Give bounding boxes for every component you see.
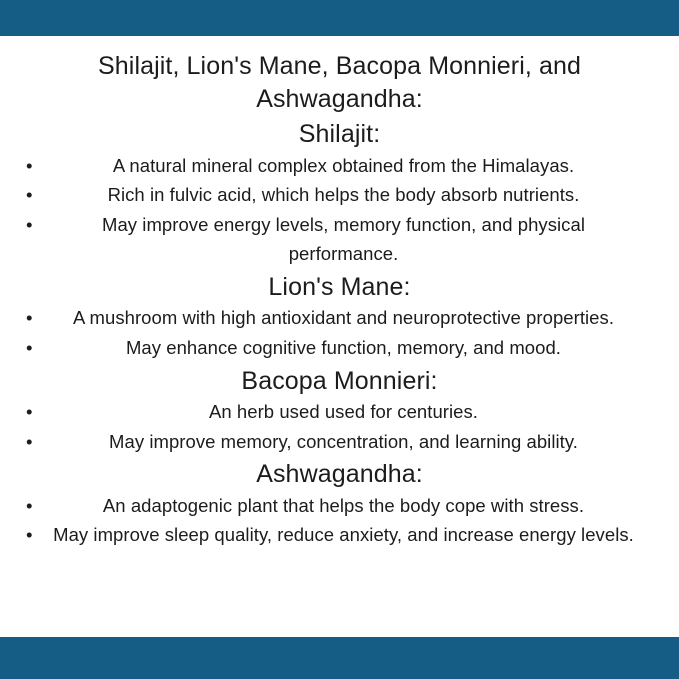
section-heading-lions-mane: Lion's Mane: <box>268 272 411 301</box>
top-accent-bar <box>0 0 679 36</box>
list-item <box>12 520 667 550</box>
list-item <box>12 180 667 210</box>
list-item-text: May enhance cognitive function, memory, and mood. <box>125 336 562 358</box>
section-heading-shilajit: Shilajit: <box>298 120 381 148</box>
page-title-line-2: Ashwagandha: <box>256 85 423 113</box>
list-item-text: A natural mineral complex obtained from the Himalayas. <box>112 154 575 176</box>
list-item-text: May improve sleep quality, reduce anxiety, and increase energy levels. <box>53 524 634 546</box>
list-item-text: An herb used used for centuries. <box>209 401 478 423</box>
bullet-list-ashwagandha <box>12 491 667 550</box>
list-item <box>12 151 667 181</box>
bullet-icon: • <box>26 494 33 516</box>
section-heading-ashwagandha: Ashwagandha: <box>256 460 423 489</box>
bullet-icon: • <box>26 401 33 423</box>
list-item <box>12 333 667 363</box>
section-heading-bacopa-monnieri: Bacopa Monnieri: <box>241 366 438 395</box>
list-item <box>12 427 667 457</box>
list-item <box>12 303 667 333</box>
bullet-list-shilajit <box>12 151 667 269</box>
list-item-text: May improve energy levels, memory function, and physical performance. <box>102 213 585 265</box>
bullet-icon: • <box>26 154 33 176</box>
list-item-text: Rich in fulvic acid, which helps the body absorb nutrients. <box>107 184 580 206</box>
bullet-icon: • <box>26 524 33 546</box>
page-title <box>12 50 667 116</box>
bullet-list-lions-mane <box>12 303 667 362</box>
bullet-icon: • <box>26 307 33 329</box>
list-item <box>12 397 667 427</box>
list-item-text: An adaptogenic plant that helps the body cope with stress. <box>102 494 585 516</box>
list-item <box>12 210 667 269</box>
bullet-icon: • <box>26 430 33 452</box>
list-item-text: May improve memory, concentration, and learning ability. <box>109 430 578 452</box>
bullet-icon: • <box>26 336 33 358</box>
bottom-accent-bar <box>0 637 679 679</box>
list-item <box>12 491 667 521</box>
bullet-icon: • <box>26 213 33 235</box>
bullet-list-bacopa-monnieri <box>12 397 667 456</box>
bullet-icon: • <box>26 184 33 206</box>
slide-content <box>0 36 679 637</box>
list-item-text: A mushroom with high antioxidant and neuroprotective properties. <box>72 307 615 329</box>
page-title-line-1: Shilajit, Lion's Mane, Bacopa Monnieri, and <box>98 52 581 80</box>
